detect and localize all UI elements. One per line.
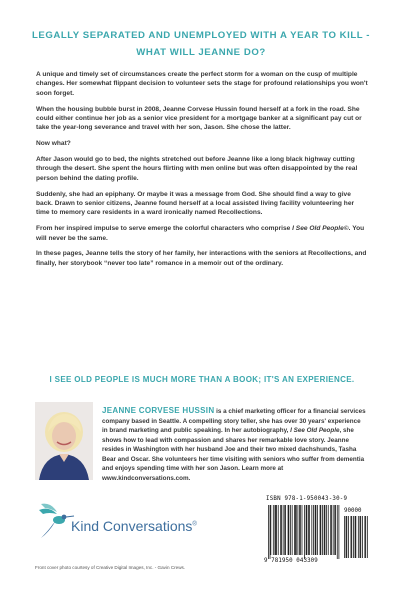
addon-bar [346, 516, 347, 558]
barcode-bar [284, 505, 285, 555]
barcode-bar [316, 505, 317, 555]
barcode-bar [311, 505, 312, 555]
synopsis-paragraph-6 [36, 224, 369, 243]
price-code: 90000 [344, 508, 362, 514]
barcode-bar [313, 505, 314, 555]
barcode-bar [325, 505, 326, 555]
barcode-bar [281, 505, 282, 555]
synopsis-paragraph-2: When the housing bubble burst in 2008, Jeanne Corvese Hussin found herself at a fork in the road. She could either continue her job as a senior vice president for a mortgage banker at a significant pay cut or take the year-long severance and travel with her son, Jason. She chose the latter. [36, 105, 362, 132]
barcode-bar [289, 505, 290, 555]
barcode-bar [331, 505, 332, 555]
synopsis-paragraph-4: After Jason would go to bed, the nights stretched out before Jeanne like a long black highway cutting through the desert. She spent the hours flirting with men online but was often disappointed by the real person behind the dating profile. [36, 156, 358, 182]
addon-bar [351, 516, 352, 558]
barcode-bar [307, 505, 308, 555]
author-portrait-image [35, 402, 93, 480]
bio-text-2: , she shows how to lead with compassion and shares her remarkable love story. Jeanne resides in Washington with her husband Joe and their two mixed dachshunds, Tasha Bear and Oscar. She volunteers her time visiting with seniors who suffer from dementia and enjoys spending time with her son Jason. Learn more at www.kindconversations.com. [102, 427, 365, 482]
p6-after: . You will never be the same. [36, 225, 365, 242]
barcode-bar [302, 505, 303, 555]
addon-bar [346, 516, 347, 558]
barcode-bar [335, 505, 336, 555]
synopsis-paragraph-7: In these pages, Jeanne tells the story of her family, her interactions with the seniors at Recollections, and finally, her storybook “never too late” romance in a memoir out of the ordinary. [36, 250, 367, 267]
hummingbird-icon [35, 500, 75, 544]
barcode-bar [309, 505, 310, 555]
barcode-bar [275, 505, 276, 555]
barcode-bar [299, 505, 300, 555]
barcode-bar [320, 505, 321, 555]
addon-bar [351, 516, 352, 558]
barcode-bar [322, 505, 323, 555]
publisher-name-text: Kind Conversations [71, 518, 193, 534]
barcode-bar [337, 505, 338, 559]
barcode-bar [292, 505, 293, 555]
barcode-digits: 9 781950 043309 [264, 558, 318, 564]
barcode-bar [270, 505, 271, 559]
addon-bar [362, 516, 363, 558]
barcode-bar [280, 505, 281, 555]
publisher-name [71, 518, 197, 534]
barcode-bar [283, 505, 284, 555]
barcode-bar [294, 505, 295, 555]
addon-bar [367, 516, 368, 558]
synopsis [36, 70, 369, 275]
synopsis-paragraph-5: Suddenly, she had an epiphany. Or maybe it was a message from God. She should find a way to give back. Drawn to senior citizens, Jeanne found herself at a local assisted living facility volunteering her time to memory care residents in a ward ironically named Recollections. [36, 190, 355, 217]
p6-before: From her inspired impulse to serve emerge the colorful characters who comprise [36, 225, 293, 233]
addon-bar [360, 516, 361, 558]
barcode-bar [295, 505, 296, 555]
barcode-bar [334, 505, 335, 555]
barcode-bar [306, 505, 307, 555]
barcode-bar [270, 505, 271, 555]
barcode-bar [324, 505, 325, 555]
barcode-bar [333, 505, 334, 555]
addon-bar [353, 516, 354, 558]
barcode-bar [273, 505, 274, 555]
addon-bar [344, 516, 345, 558]
barcode-bar [315, 505, 316, 555]
addon-bar [365, 516, 366, 558]
p6-book-title: I See Old People© [292, 225, 349, 233]
barcode-bar [326, 505, 327, 555]
barcode-bar [330, 505, 331, 555]
author-photo [35, 402, 93, 480]
addon-bar [355, 516, 356, 558]
isbn-barcode [262, 496, 372, 568]
addon-bar [365, 516, 366, 558]
barcode-bar [296, 505, 297, 555]
barcode-bar [285, 505, 286, 555]
headline: LEGALLY SEPARATED AND UNEMPLOYED WITH A YEAR TO KILL - WHAT WILL JEANNE DO? [32, 30, 370, 58]
barcode-bar [298, 505, 299, 555]
barcode-bar [290, 505, 291, 555]
barcode-bar [317, 505, 318, 555]
barcode-bar [276, 505, 277, 555]
barcode-bar [328, 505, 329, 555]
author-bio [102, 406, 366, 483]
barcode-bar [308, 505, 309, 555]
publisher-logo [35, 500, 245, 550]
barcode-bar [288, 505, 289, 555]
tagline: I SEE OLD PEOPLE IS MUCH MORE THAN A BOOK; IT'S AN EXPERIENCE. [49, 375, 355, 384]
bio-book-title: I See Old People [290, 427, 340, 434]
barcode-bar [304, 505, 305, 559]
author-name: JEANNE CORVESE HUSSIN [102, 406, 215, 415]
photo-credit: Front cover photo courtesy of Creative Digital Images, Inc. - Gavin Crews. [35, 565, 186, 570]
registered-mark: ® [192, 521, 197, 528]
barcode-bar [339, 505, 340, 559]
barcode-bar [278, 505, 279, 555]
synopsis-paragraph-1: A unique and timely set of circumstances create the perfect storm for a woman on the cusp of multiple changes. Her somewhat flippant decision to volunteer sets the stage for profound relationships you won't soon forget. [36, 71, 368, 97]
synopsis-paragraph-3: Now what? [36, 140, 71, 148]
barcode-bar [320, 505, 321, 555]
isbn-label: ISBN 978-1-950043-30-9 [266, 496, 348, 502]
bio-text-1: is a chief marketing officer for a financial services company based in Seattle. A compelling story teller, she has over 30 years' experience in brand marketing and public speaking. In her autobiography, [102, 408, 366, 434]
addon-bar [348, 516, 349, 558]
barcode-bar [275, 505, 276, 555]
barcode-bar [268, 505, 269, 559]
addon-bar [355, 516, 356, 558]
addon-bar [358, 516, 359, 558]
addon-bar [360, 516, 361, 558]
barcode-bar [300, 505, 301, 555]
